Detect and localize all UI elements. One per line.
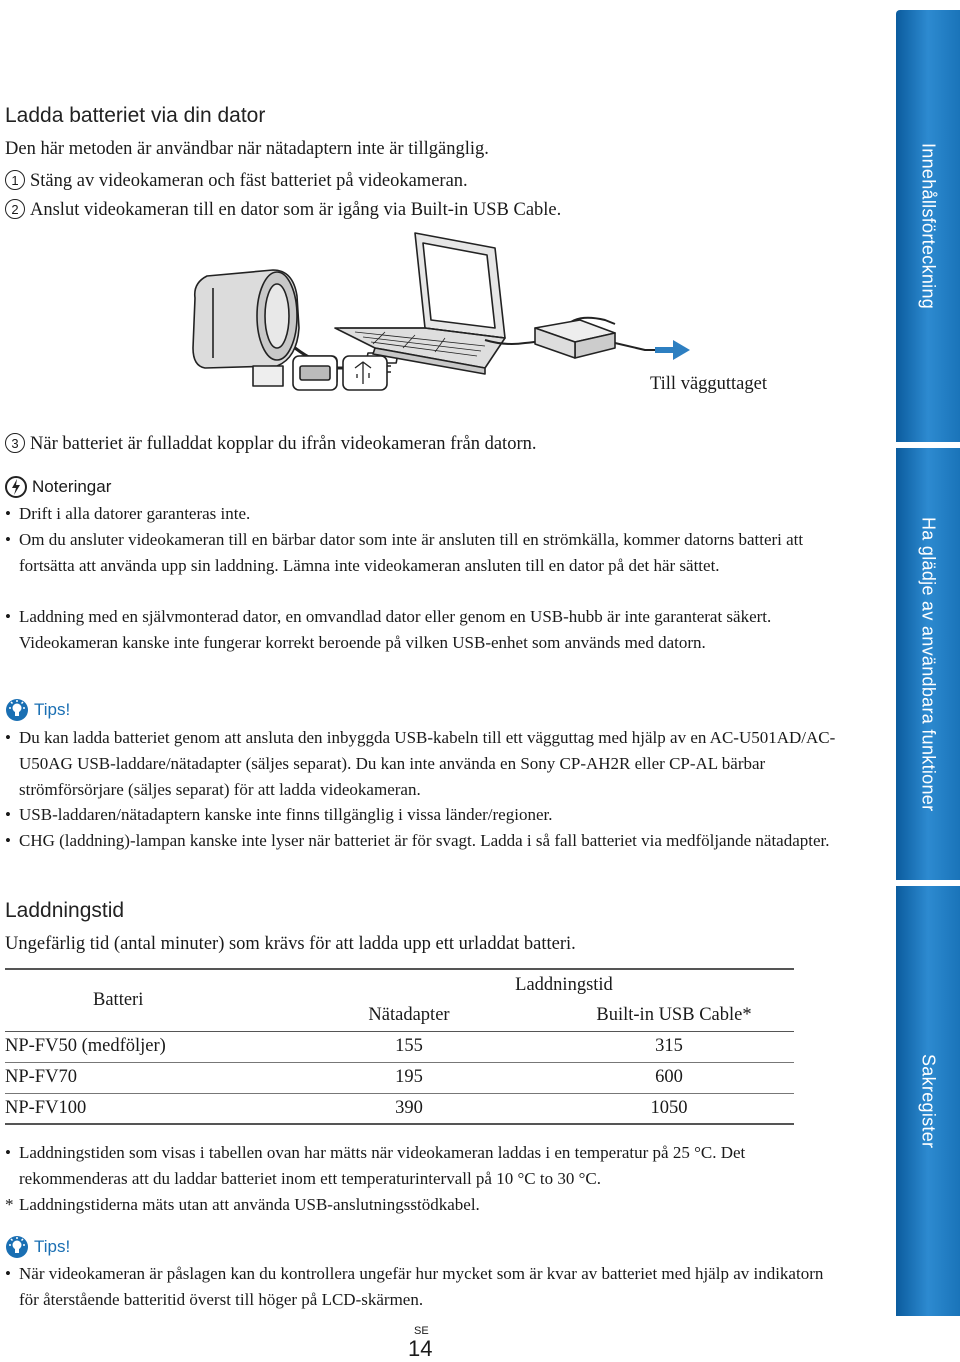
illustration-label: Till vägguttaget xyxy=(650,374,767,394)
step-2 xyxy=(5,199,561,221)
tip-item: • CHG (laddning)-lampan kanske inte lyser när batteriet är för svagt. Ladda i så fall batteriet via medföljande nätadapter. xyxy=(5,828,845,854)
tab-table-of-contents[interactable] xyxy=(896,10,960,442)
tip-item: • Du kan ladda batteriet genom att ansluta den inbyggda USB-kabeln till ett vägguttag med hjälp av en AC-U501AD/AC-U50AG USB-laddare/nätadapter (säljes separat). Du kan inte använda en Sony CP-AH2R eller CP-AL bärbar strömförsörjare (säljes separat) för att ladda videokameran. xyxy=(5,725,845,802)
tab-useful-functions[interactable] xyxy=(896,448,960,880)
cell-adapter: 390 xyxy=(304,1093,514,1124)
cell-adapter: 155 xyxy=(304,1031,514,1062)
header-charging-time: Laddningstid xyxy=(304,969,794,1000)
page-lang: SE xyxy=(414,1325,429,1337)
notes-heading xyxy=(5,476,111,498)
section-intro: Den här metoden är användbar när nätadaptern inte är tillgänglig. xyxy=(5,139,489,159)
note-item: • Om du ansluter videokameran till en bärbar dator som inte är ansluten till en strömkälla, kommer datorns batteri att fortsätta att använda upp sin laddning. Lämna inte videokameran ansluten till en dator på det här sättet. xyxy=(5,527,845,579)
tab-index[interactable] xyxy=(896,886,960,1316)
table-row xyxy=(5,1062,794,1093)
section-intro: Ungefärlig tid (antal minuter) som krävs för att ladda upp ett urladdat batteri. xyxy=(5,934,576,954)
tab-label: Ha glädje av användbara funktioner xyxy=(918,516,939,812)
note-item: • Drift i alla datorer garanteras inte. xyxy=(5,501,845,527)
step-text: Anslut videokameran till en dator som är igång via Built-in USB Cable. xyxy=(30,200,562,220)
cell-usb: 600 xyxy=(514,1062,794,1093)
charging-time-table xyxy=(5,968,794,1125)
section-title: Ladda batteriet via din dator xyxy=(5,104,266,127)
header-battery: Batteri xyxy=(5,969,304,1031)
cell-usb: 1050 xyxy=(514,1093,794,1124)
table-row xyxy=(5,1093,794,1124)
tip-item: • När videokameran är påslagen kan du kontrollera ungefär hur mycket som är kvar av batteriet med hjälp av indikatorn för återstående batteritid överst till höger på LCD-skärmen. xyxy=(5,1261,845,1313)
cell-battery: NP-FV50 (medföljer) xyxy=(5,1031,304,1062)
footnote-asterisk: * Laddningstiderna mäts utan att använda USB-anslutningsstödkabel. xyxy=(5,1192,845,1218)
usb-connection-illustration xyxy=(185,228,795,398)
tip-item: • USB-laddaren/nätadaptern kanske inte finns tillgänglig i vissa länder/regioner. xyxy=(5,802,845,828)
note-item: • Laddning med en självmonterad dator, en omvandlad dator eller genom en USB-hubb är inte garanterat säkert. Videokameran kanske inte fungerar korrekt beroende på vilken USB-enhet som används med datorn. xyxy=(5,604,845,656)
header-adapter: Nätadapter xyxy=(304,1000,514,1031)
step-text: Stäng av videokameran och fäst batteriet på videokameran. xyxy=(30,171,468,191)
tips-heading-text: Tips! xyxy=(34,1237,71,1256)
section-title: Laddningstid xyxy=(5,899,125,922)
step-1 xyxy=(5,170,468,192)
lightbulb-icon xyxy=(5,698,29,722)
tips-heading xyxy=(5,1235,70,1259)
tips-heading xyxy=(5,698,70,722)
notes-heading-text: Noteringar xyxy=(32,477,112,496)
step-text: När batteriet är fulladdat kopplar du ifrån videokameran från datorn. xyxy=(30,434,537,454)
header-usb: Built-in USB Cable* xyxy=(514,1000,794,1031)
step-number: 2 xyxy=(5,199,25,219)
page-number: 14 xyxy=(408,1336,433,1361)
cell-adapter: 195 xyxy=(304,1062,514,1093)
cell-usb: 315 xyxy=(514,1031,794,1062)
tab-label: Sakregister xyxy=(918,1053,939,1149)
lightbulb-icon xyxy=(5,1235,29,1259)
cell-battery: NP-FV70 xyxy=(5,1062,304,1093)
step-number: 3 xyxy=(5,433,25,453)
cell-battery: NP-FV100 xyxy=(5,1093,304,1124)
notes-warning-icon xyxy=(5,476,27,498)
step-3 xyxy=(5,433,536,455)
tips-heading-text: Tips! xyxy=(34,700,71,719)
footnote-item: • Laddningstiden som visas i tabellen ovan har mätts när videokameran laddas i en temperatur på 25 °C. Det rekommenderas att du laddar batteriet inom ett temperaturintervall på 10 °C to 30 °C. xyxy=(5,1140,835,1192)
step-number: 1 xyxy=(5,170,25,190)
table-row xyxy=(5,1031,794,1062)
tab-label: Innehållsförteckning xyxy=(918,142,939,310)
